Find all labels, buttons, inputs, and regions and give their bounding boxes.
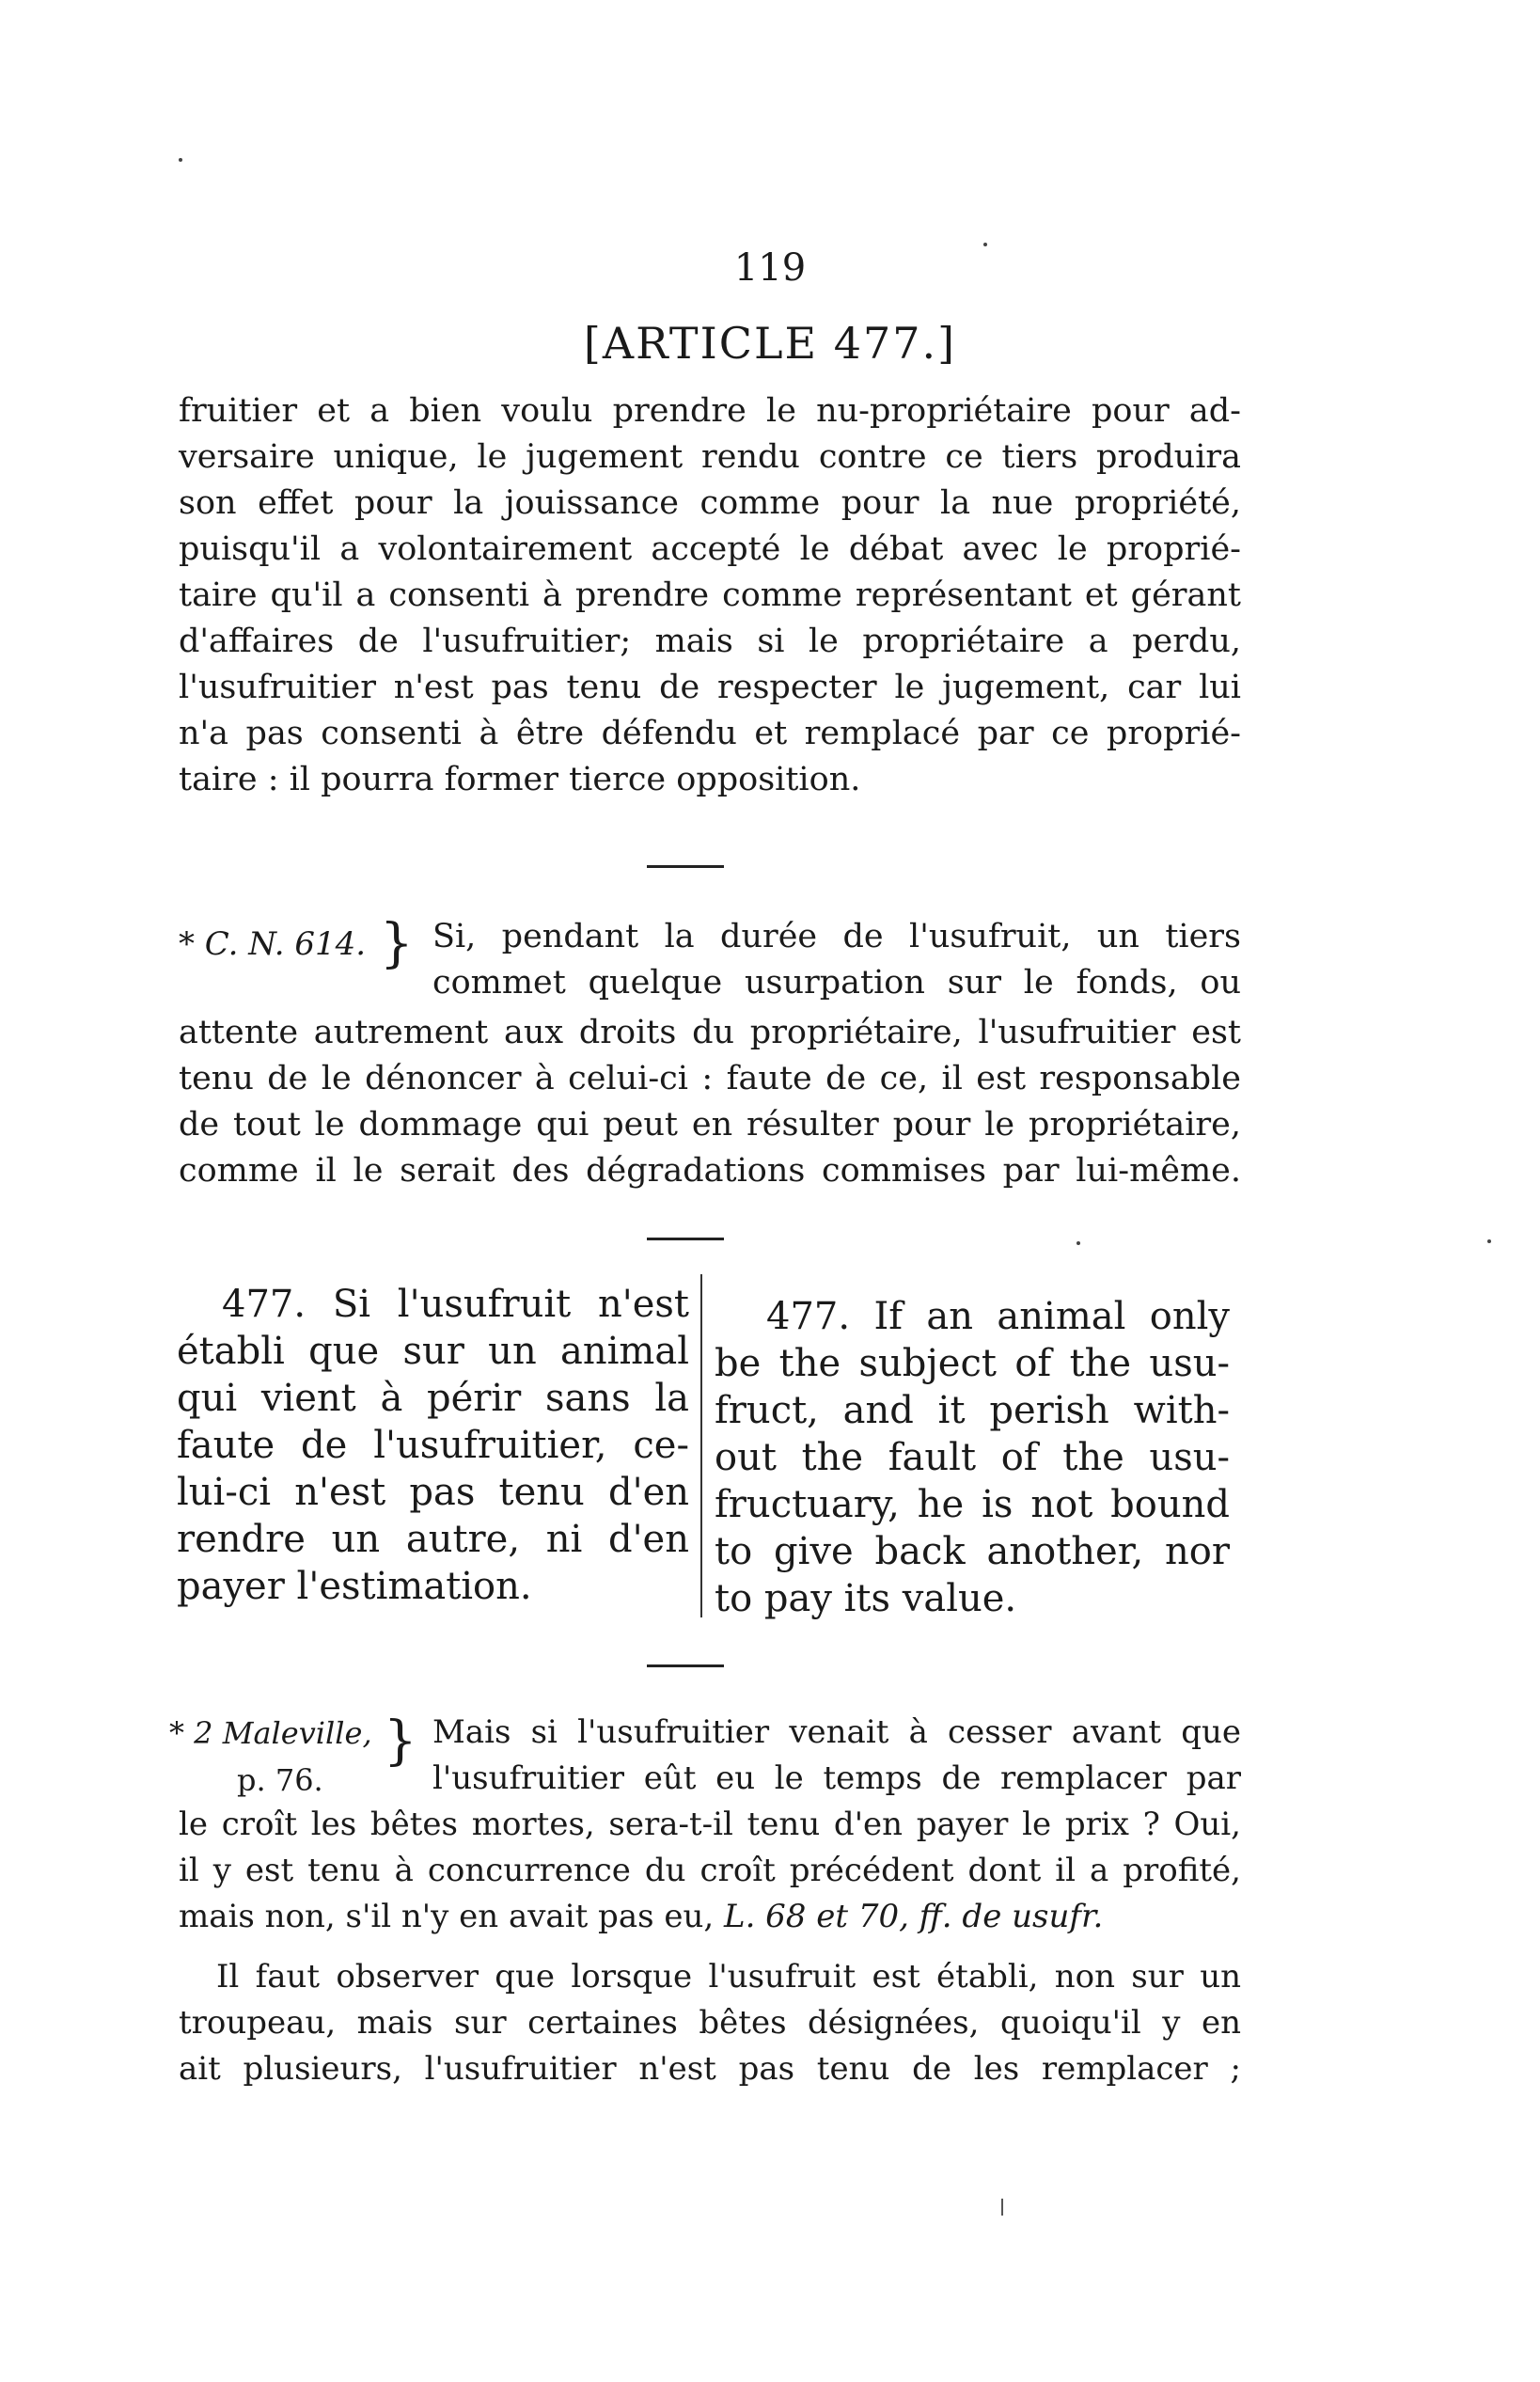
- text-line: 477. Si l'usufruit n'est: [222, 1283, 689, 1326]
- text-line: fruct, and it perish with-: [715, 1389, 1230, 1432]
- text-line: l'usufruitier n'est pas tenu de respecter le jugement, car lui: [179, 669, 1241, 706]
- text-line: to give back another, nor: [715, 1530, 1230, 1573]
- cn-note-body: [179, 1010, 1241, 1194]
- text-line: taire : il pourra former tierce opposition.: [179, 761, 861, 798]
- text-line: il y est tenu à concurrence du croît précédent dont il a profité,: [179, 1852, 1241, 1889]
- text-line: taire qu'il a consenti à prendre comme représentant et gérant: [179, 576, 1241, 614]
- maleville-page-ref: p. 76.: [237, 1762, 323, 1798]
- text-line: be the subject of the usu-: [715, 1342, 1230, 1385]
- scan-speck: [179, 158, 182, 162]
- text-line: Mais si l'usufruitier venait à cesser avant que: [432, 1713, 1241, 1751]
- article-heading: [ARTICLE 477.]: [583, 318, 957, 369]
- text-line: d'affaires de l'usufruitier; mais si le propriétaire a perdu,: [179, 623, 1241, 660]
- maleville-note-body: [179, 1802, 1241, 1940]
- text-line: fructuary, he is not bound: [715, 1483, 1230, 1526]
- text-line: Il faut observer que lorsque l'usufruit est établi, non sur un: [216, 1958, 1241, 1996]
- text-line: payer l'estimation.: [177, 1565, 532, 1608]
- intro-paragraph: [179, 388, 1241, 803]
- text-line: troupeau, mais sur certaines bêtes désignées, quoiqu'il y en: [179, 2004, 1241, 2042]
- text-line: de tout le dommage qui peut en résulter pour le propriétaire,: [179, 1106, 1241, 1144]
- text-line: ait plusieurs, l'usufruitier n'est pas tenu de les remplacer ;: [179, 2050, 1241, 2088]
- scan-speck: [1487, 1239, 1491, 1243]
- text-line: to pay its value.: [715, 1577, 1017, 1620]
- citation-reference: L. 68 et 70, ff. de usufr.: [723, 1898, 1104, 1935]
- column-divider: [700, 1274, 702, 1617]
- text-line: le croît les bêtes mortes, sera-t-il tenu d'en payer le prix ? Oui,: [179, 1806, 1241, 1843]
- scan-speck: [1076, 1241, 1080, 1245]
- text-line: rendre un autre, ni d'en: [177, 1518, 689, 1561]
- brace-glyph: }: [380, 913, 414, 974]
- page-number: 119: [733, 246, 807, 290]
- section-rule: [647, 1664, 724, 1667]
- text-line: établi que sur un animal: [177, 1330, 689, 1373]
- text-line: versaire unique, le jugement rendu contre ce tiers produira: [179, 438, 1241, 476]
- text-line: Si, pendant la durée de l'usufruit, un tiers: [432, 918, 1241, 955]
- text-line: l'usufruitier eût eu le temps de remplacer par: [432, 1759, 1241, 1797]
- text-line: n'a pas consenti à être défendu et remplacé par ce proprié-: [179, 715, 1241, 752]
- maleville-note-header: [169, 1710, 1241, 1813]
- text-line: out the fault of the usu-: [715, 1436, 1230, 1479]
- text-line: tenu de le dénoncer à celui-ci : faute de ce, il est responsable: [179, 1060, 1241, 1097]
- text-line: commet quelque usurpation sur le fonds, ou: [432, 964, 1241, 1002]
- text-line: puisqu'il a volontairement accepté le débat avec le proprié-: [179, 530, 1241, 568]
- text-line: qui vient à périr sans la: [177, 1377, 689, 1420]
- text-line: lui-ci n'est pas tenu d'en: [177, 1471, 689, 1514]
- text-line: comme il le serait des dégradations commises par lui-même.: [179, 1152, 1241, 1190]
- cn-reference: * C. N. 614.: [179, 925, 367, 963]
- scan-speck: [1001, 2199, 1003, 2216]
- text-line: attente autrement aux droits du propriétaire, l'usufruitier est: [179, 1014, 1241, 1051]
- text-fragment: mais non, s'il n'y en avait pas eu,: [179, 1898, 724, 1935]
- maleville-note-first-lines: [432, 1710, 1241, 1802]
- cn-note-first-lines: [432, 914, 1241, 1006]
- section-rule: [647, 865, 724, 868]
- text-line: faute de l'usufruitier, ce-: [177, 1424, 689, 1467]
- maleville-reference: * 2 Maleville,: [169, 1715, 372, 1751]
- article-french-column: [177, 1281, 689, 1610]
- brace-glyph: }: [384, 1711, 417, 1772]
- text-line: 477. If an animal only: [766, 1295, 1230, 1338]
- text-line: [179, 1894, 1241, 1940]
- text-line: son effet pour la jouissance comme pour la nue propriété,: [179, 484, 1241, 522]
- closing-paragraph: [179, 1954, 1241, 2092]
- article-english-column: [715, 1293, 1230, 1622]
- section-rule: [647, 1238, 724, 1240]
- text-line: fruitier et a bien voulu prendre le nu-propriétaire pour ad-: [179, 392, 1241, 430]
- cn-note-header: [179, 914, 1241, 1017]
